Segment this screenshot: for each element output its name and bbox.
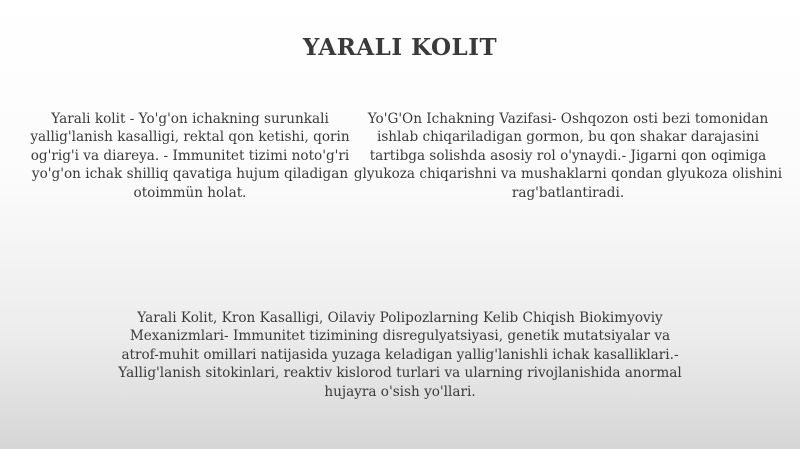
left-column-text: Yarali kolit - Yo'g'on ichakning surunkali yallig'lanish kasalligi, rektal qon ketishi, qorin og'rig'i va diareya. - Immunitet tizimi noto'g'ri yo'g'on ichak shilliq qavatiga hujum qiladigan otoimmün holat. — [30, 111, 350, 201]
bottom-text: Yarali Kolit, Kron Kasalligi, Oilaviy Polipozlarning Kelib Chiqish Biokimyoviy Mexanizmlari- Immunitet tizimining disregulyatsiyasi, genetik mutatsiyalar va atrof-muhit omillari natijasida yuzaga keladigan yallig'lanishli ichak kasalliklari.- Yallig'lanish sitokinlari, reaktiv kislorod turlari va ularning rivojlanishida anormal hujayra o'sish yo'llari. — [118, 310, 682, 400]
slide-title: YARALI KOLIT — [302, 34, 498, 61]
right-column-text: Yo'G'On Ichakning Vazifasi- Oshqozon osti bezi tomonidan ishlab chiqariladigan gormon, bu qon shakar darajasini tartibga solishda asosiy rol o'ynaydi.- Jigarni qon oqimiga glyukoza chiqarishni va mushaklarni qondan glyukoza olishini rag'batlantiradi. — [353, 111, 783, 201]
